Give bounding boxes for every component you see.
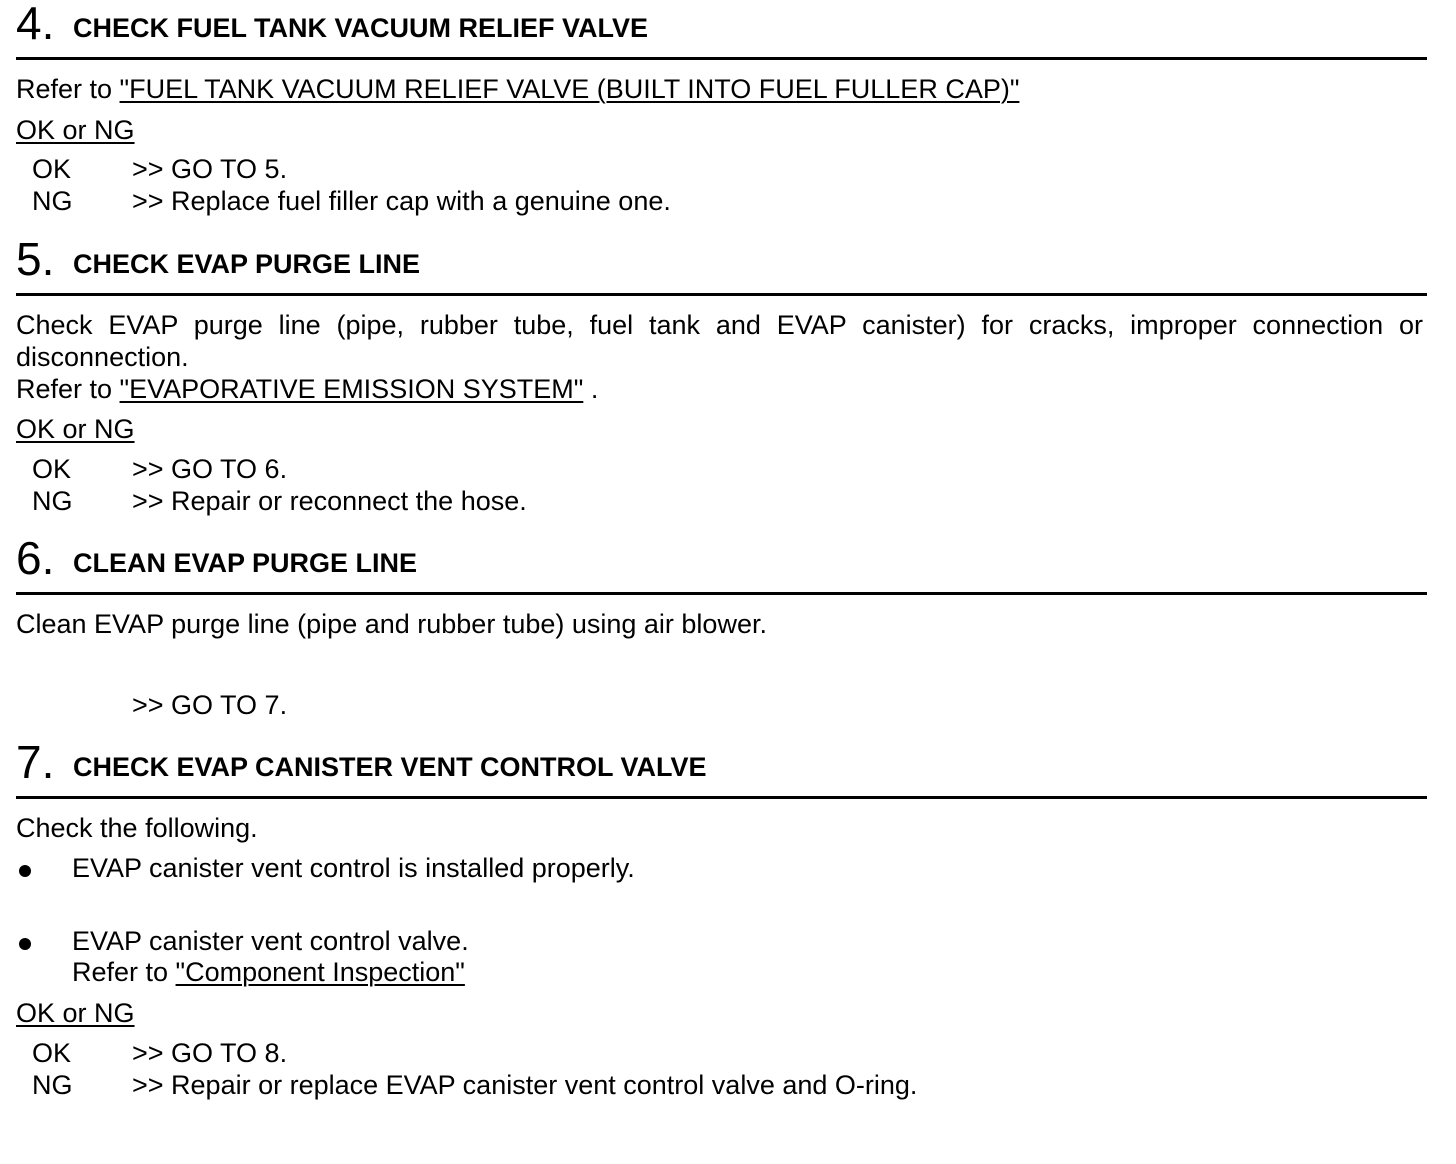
ng-action: >> Repair or replace EVAP canister vent control valve and O-ring.	[132, 1070, 918, 1100]
ok-action: >> GO TO 6.	[132, 454, 288, 484]
ok-or-ng-heading: OK or NG	[16, 414, 135, 444]
bullet-item-2: EVAP canister vent control valve.	[72, 926, 469, 956]
intro-text: Check the following.	[16, 813, 258, 843]
ng-action: >> Replace fuel filler cap with a genuine one.	[132, 186, 671, 216]
ok-action: >> GO TO 8.	[132, 1038, 288, 1068]
ok-action: >> GO TO 5.	[132, 154, 288, 184]
body-text: disconnection.	[16, 342, 189, 372]
ok-or-ng-heading: OK or NG	[16, 998, 135, 1028]
ok-label: OK	[32, 154, 72, 184]
bullet-icon	[19, 865, 31, 877]
refer-prefix: Refer to	[16, 74, 120, 104]
ok-or-ng-heading: OK or NG	[16, 115, 135, 145]
link-component-inspection[interactable]: "Component Inspection"	[175, 957, 465, 987]
refer-prefix: Refer to	[16, 374, 120, 404]
step-title-5: CHECK EVAP PURGE LINE	[73, 249, 421, 279]
ng-label: NG	[32, 1070, 73, 1100]
refer-suffix: .	[583, 374, 599, 404]
step-title-4: CHECK FUEL TANK VACUUM RELIEF VALVE	[73, 13, 649, 43]
section-divider	[16, 293, 1427, 296]
body-text: Clean EVAP purge line (pipe and rubber tube) using air blower.	[16, 609, 767, 639]
ng-label: NG	[32, 186, 73, 216]
refer-line	[16, 373, 598, 405]
bullet-icon	[19, 938, 31, 950]
action-text: >> GO TO 7.	[132, 690, 288, 720]
step-number-6: 6.	[16, 532, 55, 584]
section-divider	[16, 796, 1427, 799]
ok-label: OK	[32, 454, 72, 484]
refer-line	[72, 956, 465, 988]
step-title-7: CHECK EVAP CANISTER VENT CONTROL VALVE	[73, 752, 707, 782]
step-number-7: 7.	[16, 736, 55, 788]
link-fuel-tank-vacuum-relief-valve[interactable]: "FUEL TANK VACUUM RELIEF VALVE (BUILT INTO FUEL FULLER CAP)"	[119, 74, 1020, 104]
bullet-item-1: EVAP canister vent control is installed properly.	[72, 853, 635, 883]
step-title-6: CLEAN EVAP PURGE LINE	[73, 548, 418, 578]
step-number-5: 5.	[16, 233, 55, 285]
step-number-4: 4.	[16, 0, 55, 49]
body-text: Check EVAP purge line (pipe, rubber tube, fuel tank and EVAP canister) for cracks, improper connection or	[16, 310, 1423, 340]
ng-action: >> Repair or reconnect the hose.	[132, 486, 527, 516]
refer-prefix: Refer to	[72, 957, 176, 987]
link-evaporative-emission-system[interactable]: "EVAPORATIVE EMISSION SYSTEM"	[119, 374, 584, 404]
refer-line	[16, 73, 1019, 105]
ok-label: OK	[32, 1038, 72, 1068]
section-divider	[16, 592, 1427, 595]
section-divider	[16, 57, 1427, 60]
ng-label: NG	[32, 486, 73, 516]
